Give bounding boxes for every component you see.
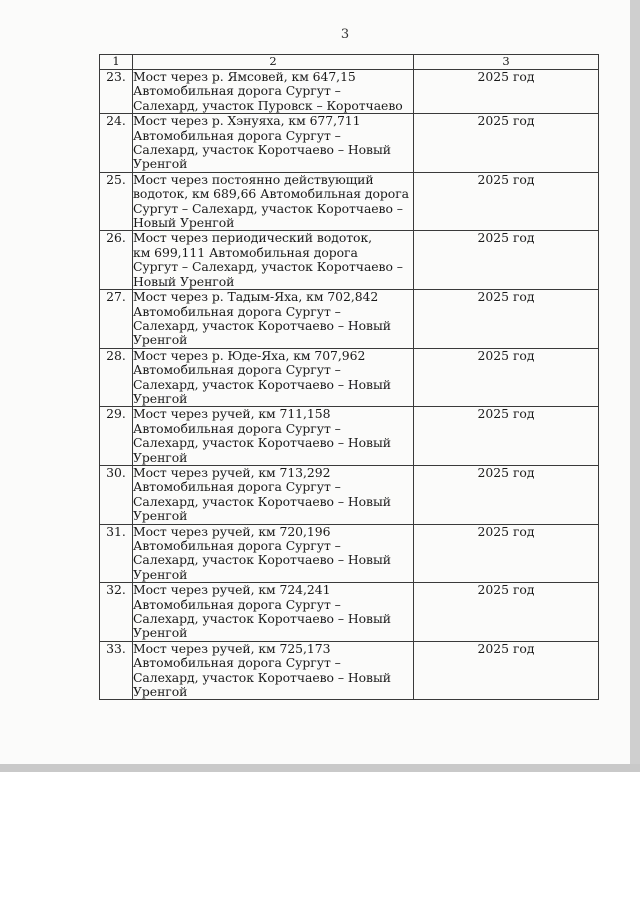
row-description [133,114,414,173]
row-number: 28. [100,348,133,407]
description-line: Мост через р. Ямсовей, км 647,15 [133,69,356,84]
scan-edge-bottom [0,764,640,772]
row-number: 32. [100,583,133,642]
description-line: Салехард, участок Пуровск – Коротчаево [133,97,403,113]
description-line: Мост через р. Юде-Яха, км 707,962 [133,347,366,363]
table-body [100,70,599,700]
description-line: Автомобильная дорога Сургут – [133,127,341,143]
description-line: Уренгой [133,332,188,348]
description-line: Мост через постоянно действующий [133,171,374,187]
description-line: Салехард, участок Коротчаево – Новый [133,493,391,509]
row-number: 23. [100,70,133,114]
row-year: 2025 год [414,641,599,700]
description-line: Мост через р. Тадым-Яха, км 702,842 [133,289,379,305]
description-line: Салехард, участок Коротчаево – Новый [133,435,391,451]
table-row [100,524,599,583]
description-line: Уренгой [133,390,188,406]
description-line: Мост через р. Хэнуяха, км 677,711 [133,113,361,129]
description-line: Мост через ручей, км 720,196 [133,523,331,539]
row-number: 27. [100,290,133,349]
row-description [133,524,414,583]
row-description [133,407,414,466]
row-description [133,172,414,231]
description-line: Автомобильная дорога Сургут – [133,538,341,553]
description-line: Автомобильная дорога Сургут – [133,83,341,99]
row-year: 2025 год [414,407,599,466]
row-year: 2025 год [414,231,599,290]
row-description [133,583,414,642]
description-line: Уренгой [133,566,188,582]
table-row [100,407,599,466]
row-number: 33. [100,641,133,700]
row-year: 2025 год [414,290,599,349]
row-number: 30. [100,465,133,524]
description-line: Уренгой [133,449,188,465]
row-number: 29. [100,407,133,466]
description-line: Автомобильная дорога Сургут – [133,303,341,319]
table-row [100,231,599,290]
description-line: Сургут – Салехард, участок Коротчаево – [133,200,403,216]
description-line: Мост через ручей, км 711,158 [133,406,331,422]
scan-edge-right [630,0,640,772]
description-line: Мост через ручей, км 713,292 [133,464,331,480]
row-description [133,290,414,349]
description-line: Новый Уренгой [133,215,235,231]
table-row [100,172,599,231]
row-number: 25. [100,172,133,231]
description-line: Уренгой [133,156,188,172]
description-line: Уренгой [133,684,188,700]
description-line: Мост через ручей, км 725,173 [133,640,331,656]
row-year: 2025 год [414,583,599,642]
row-number: 31. [100,524,133,583]
row-description [133,348,414,407]
row-number: 26. [100,231,133,290]
table-header-row [100,55,599,70]
description-line: Салехард, участок Коротчаево – Новый [133,317,391,333]
row-year: 2025 год [414,172,599,231]
row-year: 2025 год [414,114,599,173]
description-line: Автомобильная дорога Сургут – [133,479,341,495]
description-line: Салехард, участок Коротчаево – Новый [133,142,391,158]
description-line: Салехард, участок Коротчаево – Новый [133,376,391,392]
description-line: водоток, км 689,66 Автомобильная дорога [133,186,409,202]
description-line: км 699,111 Автомобильная дорога [133,244,358,260]
description-line: Салехард, участок Коротчаево – Новый [133,552,391,568]
page-number: 3 [340,27,350,42]
column-header-1: 1 [100,55,133,70]
description-line: Салехард, участок Коротчаево – Новый [133,669,391,685]
table-row [100,70,599,114]
row-year: 2025 год [414,465,599,524]
table-row [100,641,599,700]
description-line: Салехард, участок Коротчаево – Новый [133,611,391,627]
description-line: Сургут – Салехард, участок Коротчаево – [133,259,403,275]
description-line: Автомобильная дорога Сургут – [133,655,341,671]
row-year: 2025 год [414,524,599,583]
row-description [133,231,414,290]
description-line: Уренгой [133,625,188,641]
table-row [100,290,599,349]
row-description [133,465,414,524]
description-line: Автомобильная дорога Сургут – [133,420,341,436]
row-number: 24. [100,114,133,173]
description-line: Новый Уренгой [133,273,235,289]
row-description [133,70,414,114]
description-line: Мост через периодический водоток, [133,230,373,246]
description-line: Автомобильная дорога Сургут – [133,596,341,612]
description-line: Мост через ручей, км 724,241 [133,582,331,598]
table-row [100,583,599,642]
column-header-3: 3 [414,55,599,70]
table-row [100,465,599,524]
row-year: 2025 год [414,70,599,114]
table-row [100,114,599,173]
bridges-table [99,54,599,700]
table-row [100,348,599,407]
column-header-2: 2 [133,55,414,70]
row-year: 2025 год [414,348,599,407]
description-line: Автомобильная дорога Сургут – [133,362,341,378]
row-description [133,641,414,700]
description-line: Уренгой [133,508,188,524]
